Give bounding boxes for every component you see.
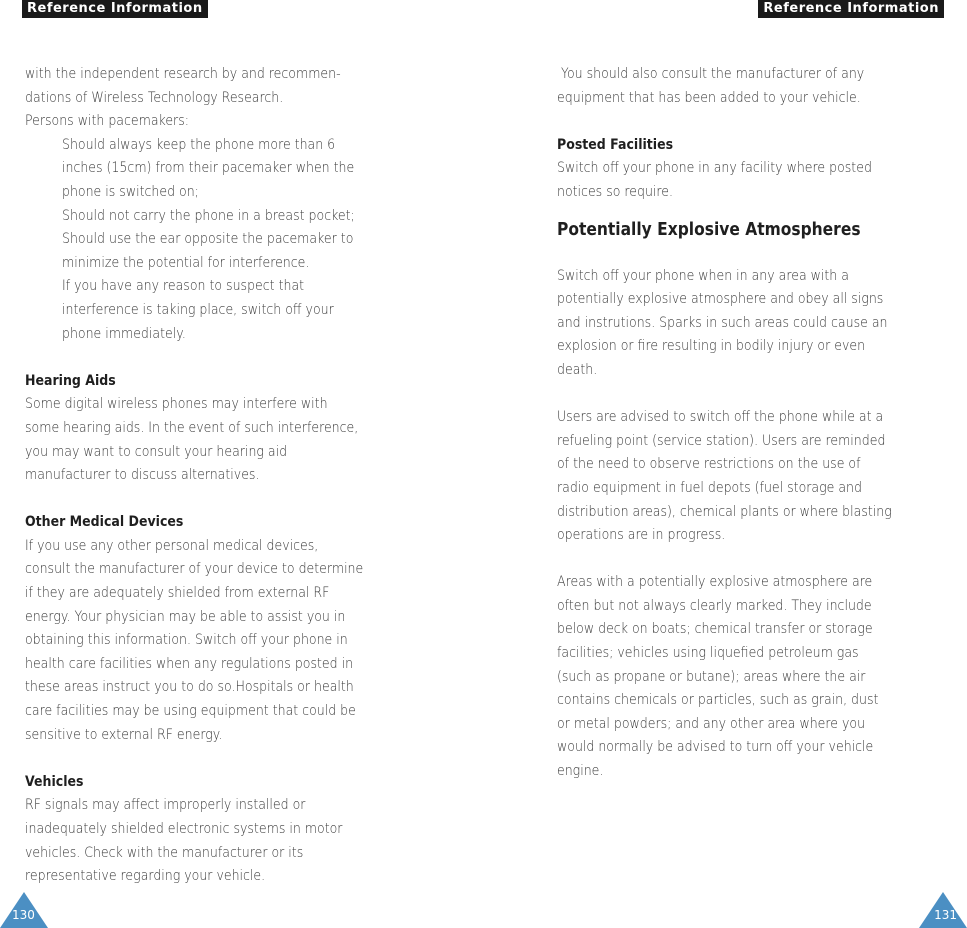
text-line: refueling point (service station). Users are reminded — [557, 431, 886, 449]
text-line: Some digital wireless phones may interfere with — [25, 395, 328, 413]
hearing-aids-heading: Hearing Aids — [25, 371, 116, 389]
text-line: distribution areas), chemical plants or where blasting — [557, 502, 892, 520]
text-line: representative regarding your vehicle. — [25, 867, 266, 885]
text-line: If you use any other personal medical devices, — [25, 536, 319, 554]
left-column — [25, 62, 425, 888]
posted-facilities-heading: Posted Facilities — [557, 135, 674, 153]
right-column — [557, 62, 952, 783]
explosive-atmospheres-heading: Potentially Explosive Atmospheres — [557, 218, 861, 240]
text-line: manufacturer to discuss alternatives. — [25, 466, 260, 484]
text-line: or metal powders; and any other area where you — [557, 714, 866, 732]
pacemaker-item-line: phone is switched on; — [62, 182, 199, 200]
text-line: consult the manufacturer of your device to determine — [25, 560, 364, 578]
text-line: engine. — [557, 762, 604, 780]
header-right-label: Reference Information — [758, 0, 944, 18]
vehicles-heading: Vehicles — [25, 772, 84, 790]
text-line: inadequately shielded electronic systems in motor — [25, 820, 343, 837]
text-line: often but not always clearly marked. They include — [557, 596, 872, 614]
pacemaker-item-line: Should not carry the phone in a breast pocket; — [62, 206, 355, 224]
text-line: would normally be advised to turn off your vehicle — [557, 738, 874, 756]
text-line: facilities; vehicles using liquefied petroleum gas — [557, 644, 859, 662]
text-line: you may want to consult your hearing aid — [25, 442, 288, 460]
pacemaker-item-line: Should always keep the phone more than 6 — [62, 135, 336, 153]
page-number-left: 130 — [12, 908, 35, 922]
text-line: sensitive to external RF energy. — [25, 725, 223, 743]
header-left-label: Reference Information — [22, 0, 208, 18]
text-line: equipment that has been added to your vehicle. — [557, 88, 861, 106]
text-line: death. — [557, 360, 598, 378]
text-line: care facilities may be using equipment that could be — [25, 702, 356, 720]
pacemaker-item-line: minimize the potential for interference. — [62, 253, 310, 271]
text-line: Persons with pacemakers: — [25, 112, 189, 130]
pacemaker-item-line: inches (15cm) from their pacemaker when the — [62, 159, 355, 177]
text-line: below deck on boats; chemical transfer or storage — [557, 620, 873, 638]
text-line: health care facilities when any regulations posted in — [25, 654, 354, 672]
text-line: energy. Your physician may be able to assist you in — [25, 607, 346, 625]
text-line: You should also consult the manufacturer of any — [557, 65, 865, 82]
text-line: Areas with a potentially explosive atmosphere are — [557, 573, 873, 591]
text-line: Switch off your phone when in any area with a — [557, 266, 849, 284]
text-line: radio equipment in fuel depots (fuel storage and — [557, 478, 862, 496]
text-line: potentially explosive atmosphere and obey all signs — [557, 290, 884, 308]
text-line: RF signals may affect improperly installed or — [25, 796, 306, 814]
text-line: Switch off your phone in any facility where posted — [557, 159, 872, 177]
text-line: obtaining this information. Switch off your phone in — [25, 631, 348, 649]
text-line: if they are adequately shielded from external RF — [25, 584, 330, 602]
text-line: these areas instruct you to do so.Hospitals or health — [25, 678, 354, 696]
text-line: operations are in progress. — [557, 526, 726, 544]
page-number-right: 131 — [934, 908, 957, 922]
pacemaker-item-line: phone immediately. — [62, 324, 186, 342]
pacemaker-item-line: Should use the ear opposite the pacemaker to — [62, 230, 354, 248]
text-line: of the need to observe restrictions on the use of — [557, 455, 861, 473]
text-line: some hearing aids. In the event of such interference, — [25, 418, 359, 436]
text-line: and instrutions. Sparks in such areas could cause an — [557, 313, 888, 331]
text-line: Users are advised to switch off the phone while at a — [557, 408, 884, 426]
text-line: contains chemicals or particles, such as grain, dust — [557, 691, 879, 709]
text-line: with the independent research by and recommen- — [25, 65, 341, 82]
pacemaker-item-line: interference is taking place, switch off your — [62, 300, 334, 318]
pacemaker-item-line: If you have any reason to suspect that — [62, 277, 305, 295]
text-line: dations of Wireless Technology Research. — [25, 88, 284, 106]
text-line: vehicles. Check with the manufacturer or its — [25, 843, 304, 861]
text-line: (such as propane or butane); areas where the air — [557, 667, 866, 685]
text-line: notices so require. — [557, 182, 674, 200]
medical-devices-heading: Other Medical Devices — [25, 513, 184, 531]
text-line: explosion or fire resulting in bodily injury or even — [557, 337, 866, 355]
